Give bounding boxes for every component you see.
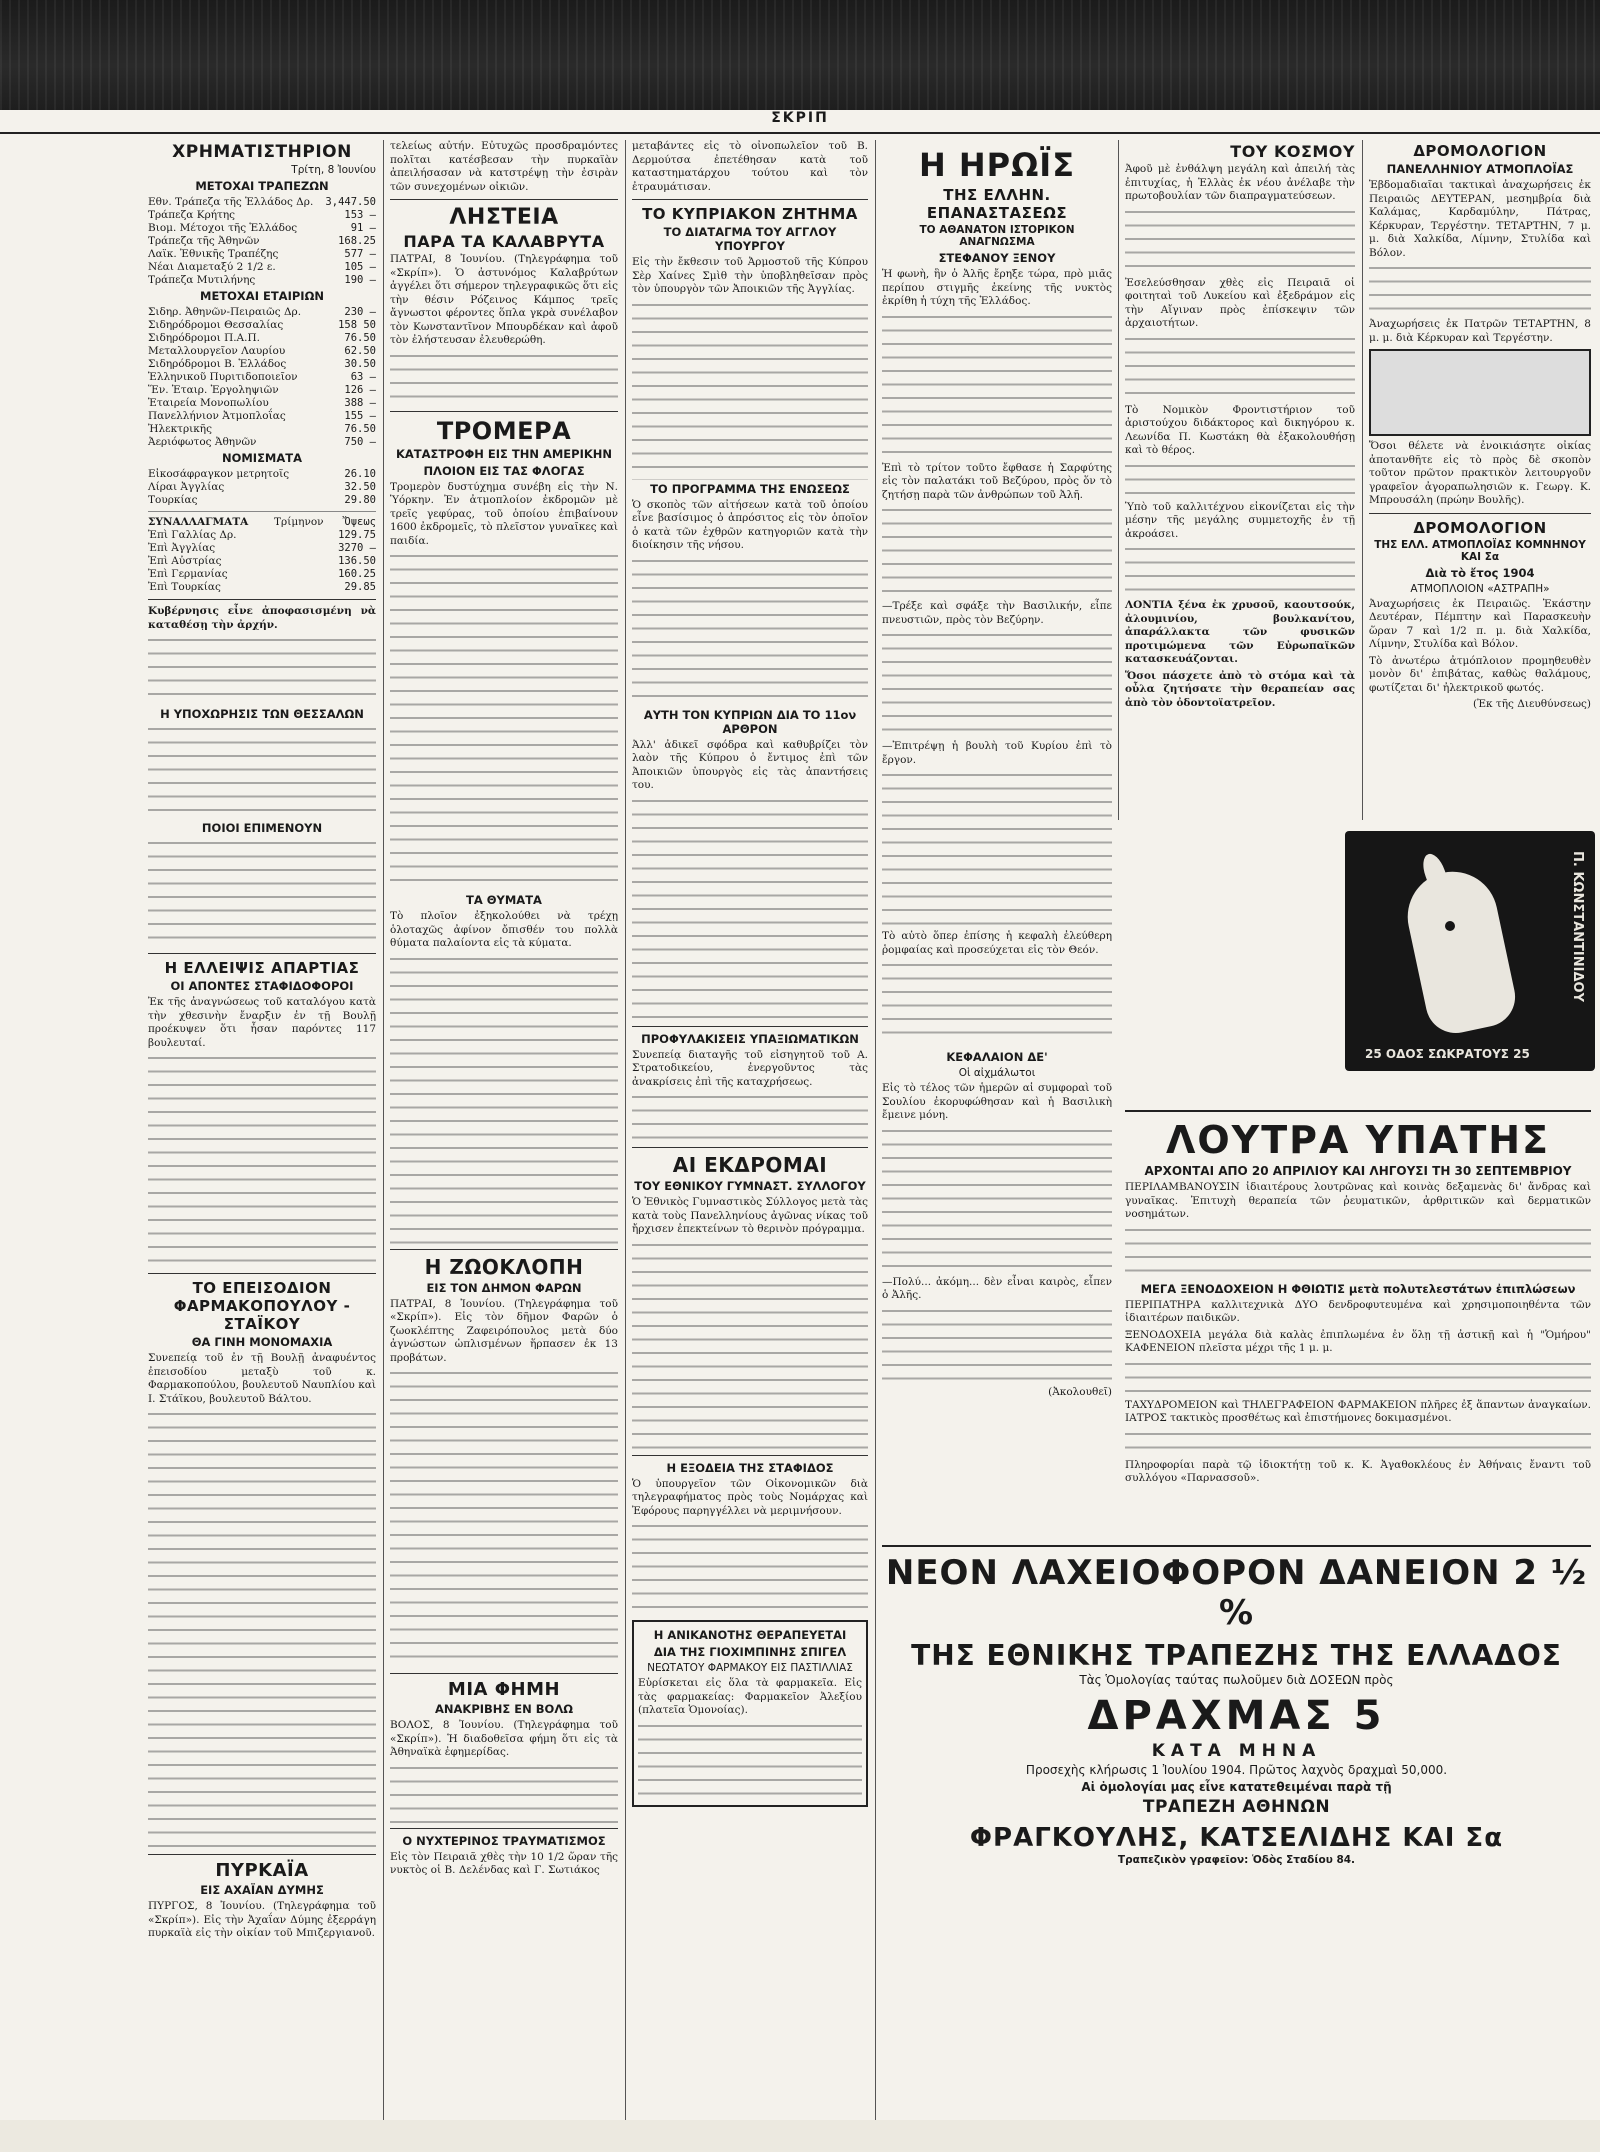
- divider: [1369, 513, 1591, 514]
- exchange-header: [148, 516, 376, 529]
- masthead-title: ΣΚΡΙΠ: [771, 110, 829, 126]
- loan-heading: ΝΕΟΝ ΛΑΧΕΙΟΦΟΡΟΝ ΔΑΝΕΙΟΝ 2 ½ %: [885, 1553, 1588, 1633]
- companies-title: ΜΕΤΟΧΑΙ ΕΤΑΙΡΙΩΝ: [200, 289, 324, 303]
- camp-paragraph: Συνεπείᾳ διαταγῆς τοῦ εἰσηγητοῦ τοῦ Α. Στρατοδικείου, ἐνεργοῦντος τὰς ἀνακρίσεις ἐπὶ τῆς καταχρήσεως.: [632, 1048, 868, 1088]
- programme-heading: ΤΟ ΠΡΟΓΡΑΜΜΑ ΤΗΣ ΕΝΩΣΕΩΣ: [650, 481, 850, 496]
- table-cell-label: Ἐπὶ Ἀγγλίας: [148, 542, 216, 554]
- column-rule: [875, 140, 876, 2120]
- table-cell-value: 29.85: [344, 581, 376, 593]
- table-row: [148, 542, 376, 555]
- hero-paragraph: Τὸ αὐτὸ ὅπερ ἐπίσης ἡ κεφαλὴ ἐλεύθερη ῥομφαίας καὶ προσεύχεται εἰς τὸν Θεόν.: [882, 930, 1112, 956]
- art11-paragraph: Ἀλλ' ἀδικεῖ σφόδρα καὶ καθυβρίζει τὸν λαὸν τῆς Κύπρου ὁ ἔντιμος ἐπὶ τῶν Ἀποικιῶν ὑπουργὸς εἰς τὰς ἀπαντήσεις του.: [632, 738, 868, 791]
- masthead: [0, 110, 1600, 134]
- text-lines: [632, 1521, 868, 1616]
- table-cell-value: 32.50: [344, 481, 376, 493]
- world-paragraph: Ὑπὸ τοῦ καλλιτέχνου εἰκονίζεται εἰς τὴν μέσην τῆς μεγάλης συμμετοχῆς ἐν τῇ ἀκροάσει.: [1125, 500, 1355, 540]
- ad-heading: Η ΑΝΙΚΑΝΟΤΗΣ ΘΕΡΑΠΕΥΕΤΑΙ: [653, 1628, 847, 1642]
- table-cell-value: 160.25: [338, 568, 376, 580]
- table-cell-label: Ἐπὶ Αὐστρίας: [148, 555, 222, 567]
- world-paragraph: ΛΟΝΤΙΑ ξένα ἐκ χρυσοῦ, καουτσούκ, ἀλουμινίου, βουλκανίτου, ἀπαράλλακτα τῶν φυσικῶν προτιμώμενα τῶν Εὐρωπαϊκῶν κατασκευάζονται.: [1125, 599, 1355, 665]
- fire-heading: ΠΥΡΚΑΪΑ: [215, 1860, 309, 1881]
- column-6: [1369, 140, 1591, 815]
- table-cell-label: Τουρκίας: [148, 494, 198, 506]
- fire-subheading: ΕΙΣ ΑΧΑΪΑΝ ΔΥΜΗΣ: [200, 1883, 324, 1897]
- text-lines: [632, 796, 868, 1021]
- text-lines: [148, 1053, 376, 1268]
- table-cell-label: Σιδηρ. Ἀθηνῶν-Πειραιῶς Δρ.: [148, 306, 302, 318]
- text-lines: [1125, 207, 1355, 277]
- scan-bottom-band: [0, 2120, 1600, 2152]
- text-lines: [1125, 461, 1355, 501]
- nyx-heading: Ο ΝΥΧΤΕΡΙΝΟΣ ΤΡΑΥΜΑΤΙΣΜΟΣ: [402, 1833, 606, 1848]
- bourse-date: Τρίτη, 8 Ἰουνίου: [291, 164, 376, 176]
- table-cell-value: 29.80: [344, 494, 376, 506]
- usa-heading: ΤΡΟΜΕΡΑ: [436, 416, 572, 445]
- horse-address: 25 ΟΔΟΣ ΣΩΚΡΑΤΟΥΣ 25: [1365, 1047, 1530, 1061]
- table-cell-value: 750 —: [344, 436, 376, 448]
- currency-table: [148, 468, 376, 507]
- text-lines: [1125, 1225, 1591, 1280]
- world-paragraph: Ὅσοι πάσχετε ἀπὸ τὸ στόμα καὶ τὰ οὖλα ζητήσατε τὴν θεραπείαν σας ἀπὸ τὸν ὀδοντοϊατρεῖον.: [1125, 669, 1355, 709]
- table-cell-value: 76.50: [344, 423, 376, 435]
- table-row: [148, 222, 376, 235]
- world-heading: ΤΟΥ ΚΟΣΜΟΥ: [1230, 142, 1355, 161]
- exchange-table: [148, 529, 376, 594]
- schedule2-subheading: ΤΗΣ ΕΛΛ. ΑΤΜΟΠΛΟΪΑΣ ΚΟΜΝΗΝΟΥ ΚΑΙ Σα: [1374, 538, 1586, 563]
- world-paragraph: Τὸ Νομικὸν Φροντιστήριον τοῦ ἀριστούχου διδάκτορος καὶ δικηγόρου κ. Λεωνίδα Π. Κωστάκη θὰ ἐξακολουθήσῃ καὶ τὸ θέρος.: [1125, 403, 1355, 456]
- divider: [632, 1026, 868, 1027]
- victims-heading: ΤΑ ΘΥΜΑΤΑ: [466, 893, 542, 907]
- text-lines: [632, 1092, 868, 1142]
- table-cell-value: 63 —: [350, 371, 376, 383]
- column-5: [1125, 140, 1355, 815]
- table-cell-value: 129.75: [338, 529, 376, 541]
- usa-subheading: ΚΑΤΑΣΤΡΟΦΗ ΕΙΣ ΤΗΝ ΑΜΕΡΙΚΗΝ: [395, 446, 613, 461]
- trip-subheading: ΤΟΥ ΕΘΝΙΚΟΥ ΓΥΜΝΑΣΤ. ΣΥΛΛΟΓΟΥ: [634, 1179, 866, 1193]
- table-cell-value: 190 —: [344, 274, 376, 286]
- horse-head-icon: [1399, 863, 1520, 1038]
- table-cell-label: Ἠλεκτρικῆς: [148, 423, 212, 435]
- hotel-heading: ΜΕΓΑ ΞΕΝΟΔΟΧΕΙΟΝ Η ΦΘΙΩΤΙΣ μετὰ πολυτελεστάτων ἐπιπλώσεων: [1140, 1281, 1576, 1296]
- loan-bank-2: ΤΡΑΠΕΖΗ ΑΘΗΝΩΝ: [1142, 1797, 1331, 1817]
- schedule2-paragraph: Τὸ ἀνωτέρω ἀτμόπλοιον προμηθευθὲν μονὸν δι' ἐπιβάτας, καθὼς θαλάμους, φωτίζεται δι' ἠλεκτρικοῦ φωτός.: [1369, 654, 1591, 694]
- table-cell-value: 3270 —: [338, 542, 376, 554]
- horse-illustration: [1345, 831, 1595, 1071]
- episode-subheading: ΘΑ ΓΙΝΗ ΜΟΝΟΜΑΧΙΑ: [191, 1335, 333, 1349]
- table-cell-label: Βιομ. Μέτοχοι τῆς Ἑλλάδος: [148, 222, 298, 234]
- text-lines: [882, 505, 1112, 600]
- table-row: [148, 196, 376, 209]
- divider: [148, 1854, 376, 1855]
- baths-paragraph: ΠΕΡΙΛΑΜΒΑΝΟΥΣΙΝ ἰδιαιτέρους λουτρῶνας καὶ κοινὰς δεξαμενὰς δι' ἄνδρας καὶ γυναῖκας. Ἐπιτυχὴ θεραπεία τῶν ῥευματικῶν, ἀρθριτικῶν καὶ δερματικῶν νοσημάτων.: [1125, 1181, 1591, 1220]
- table-cell-label: Ἐπὶ Γαλλίας Δρ.: [148, 529, 237, 541]
- table-cell-value: 577 —: [344, 248, 376, 260]
- table-cell-label: Ἐπὶ Τουρκίας: [148, 581, 221, 593]
- table-row: [148, 423, 376, 436]
- table-cell-value: 168.25: [338, 235, 376, 247]
- usa-paragraph: Τρομερὸν δυστύχημα συνέβη εἰς τὴν Ν. Ὑόρκην. Ἐν ἀτμοπλοίον ἐκδρομῶν μὲ τρεῖς γεφύρας, τοῦ ὁποίου ἐπιβαίνουν 1600 ἐκδρομεῖς, τὸ πλεῖστον γυναῖκες καὶ παιδία.: [390, 480, 618, 547]
- text-lines: [882, 960, 1112, 1040]
- table-cell-label: Εἰκοσάφραγκον μετρητοῖς: [148, 468, 290, 480]
- table-cell-label: Πανελλήνιον Ἀτμοπλοΐας: [148, 410, 286, 422]
- table-cell-value: Ὄψεως: [344, 516, 376, 528]
- trip-heading: ΑΙ ΕΚΔΡΟΜΑΙ: [672, 1153, 828, 1177]
- cyprus-subheading: ΤΟ ΔΙΑΤΑΓΜΑ ΤΟΥ ΑΓΓΛΟΥ ΥΠΟΥΡΓΟΥ: [663, 225, 837, 253]
- episode-heading: ΤΟ ΕΠΕΙΣΟΔΙΟΝ ΦΑΡΜΑΚΟΠΟΥΛΟΥ - ΣΤΑΪΚΟΥ: [173, 1279, 351, 1333]
- table-row: [148, 306, 376, 319]
- table-row: [148, 410, 376, 423]
- quorum-heading: Η ΕΛΛΕΙΨΙΣ ΑΠΑΡΤΙΑΣ: [164, 959, 360, 977]
- table-row: [148, 248, 376, 261]
- table-cell-value: 30.50: [344, 358, 376, 370]
- table-cell-label: Σιδηρόδρομοι Β. Ἑλλάδος: [148, 358, 287, 370]
- table-cell-label: Τράπεζα Κρήτης: [148, 209, 236, 221]
- world-paragraph: Ἀφοῦ μὲ ἐνθάλψη μεγάλη καὶ ἀπειλή τὰς ἐπιτυχίας, ἡ Ἑλλὰς ἐκ νέου ἀνέλαβε τὴν πρωτοβουλίαν τῶν διαπραγματεύσεων.: [1125, 163, 1355, 202]
- rumor-paragraph: ΒΟΛΟΣ, 8 Ἰουνίου. (Τηλεγράφημα τοῦ «Σκρίπ»). Ἡ διαδοθεῖσα φήμη ὅτι εἰς τὰ Ἀθηναϊκὰ ἐφημερίδας.: [390, 1719, 618, 1758]
- divider: [390, 411, 618, 412]
- divider: [632, 1147, 868, 1148]
- raisin-heading: Η ΕΞΟΔΕΙΑ ΤΗΣ ΣΤΑΦΙΔΟΣ: [666, 1460, 834, 1475]
- text-lines: [638, 1721, 862, 1801]
- raisin-paragraph: Ὁ ὑπουργεῖον τῶν Οἰκονομικῶν διὰ τηλεγραφήματος πρὸς τοὺς Νομάρχας καὶ Ἐφόρους παρηγγέλλει νὰ μεριμνήσουν.: [632, 1477, 868, 1517]
- table-row: [148, 481, 376, 494]
- hero-paragraph: —Ἐπιτρέψῃ ἡ βουλὴ τοῦ Κυρίου ἐπὶ τὸ ἔργον.: [882, 740, 1112, 766]
- hero-heading: Η ΗΡΩΪΣ: [918, 146, 1076, 184]
- ad-paragraph: Εὑρίσκεται εἰς ὅλα τὰ φαρμακεῖα. Εἰς τὰς φαρμακείας: Φαρμακεῖον Ἀλεξίου (πλατεῖα Ὁμονοίας).: [638, 1677, 862, 1716]
- table-row: [148, 568, 376, 581]
- text-lines: [148, 724, 376, 819]
- baths-paragraph: ΠΕΡΙΠΑΤΗΡΑ καλλιτεχνικὰ ΔΥΟ δενδροφυτευμένα καὶ χρησιμοποιηθέντα τῶν ἰδιαιτέρων παιδικῶν.: [1125, 1298, 1591, 1324]
- table-cell-value: 230 —: [344, 306, 376, 318]
- horse-caption: Π. ΚΩΝΣΤΑΝΤΙΝΙΔΟΥ: [1570, 851, 1585, 1002]
- schedule-paragraph: Ἑβδομαδιαῖαι τακτικαὶ ἀναχωρήσεις ἐκ Πειραιῶς ΔΕΥΤΕΡΑΝ, μεσημβρία διὰ Καλάμας, Καρδαμύλην, Πάτρας, Κέρκυραν, Τεργέστην. ΤΕΤΑΡΤΗΝ, 7 μ. μ. διὰ Χαλκίδα, Λίμνην, Στυλίδα καὶ Βόλον.: [1369, 179, 1591, 259]
- table-row: [148, 358, 376, 371]
- divider: [148, 511, 376, 512]
- zoo-subheading: ΕΙΣ ΤΟΝ ΔΗΜΟΝ ΦΑΡΩΝ: [426, 1280, 582, 1295]
- text-lines: [390, 351, 618, 406]
- table-row: [148, 319, 376, 332]
- divider: [390, 1673, 618, 1674]
- chapter-heading: ΚΕΦΑΛΑΙΟΝ ΔΕ': [946, 1050, 1048, 1064]
- table-cell-label: Λαϊκ. Ἐθνικῆς Τραπέζης: [148, 248, 279, 260]
- table-cell-value: 26.10: [344, 468, 376, 480]
- text-lines: [390, 551, 618, 891]
- loan-line: Αἱ ὁμολογίαι μας εἶνε κατατεθειμέναι παρὰ τῇ: [1081, 1780, 1392, 1794]
- baths-subheading: ΑΡΧΟΝΤΑΙ ΑΠΟ 20 ΑΠΡΙΛΙΟΥ ΚΑΙ ΛΗΓΟΥΣΙ ΤΗ 30 ΣΕΠΤΕΜΒΡΙΟΥ: [1144, 1164, 1572, 1178]
- programme-paragraph: Ὁ σκοπὸς τῶν αἰτήσεων κατὰ τοῦ ὁποίου εἶνε βασίσιμος ὁ ἀπρόσιτος εἰς τὸν ὁποῖον ὁ κατὰ τῶν ἐχθρῶν κατηγοριῶν κατὰ τὴν διοίκησιν τῆς νήσου.: [632, 498, 868, 551]
- chapter-subheading: Οἱ αἰχμάλωτοι: [958, 1067, 1036, 1079]
- loan-line: Προσεχὴς κλήρωσις 1 Ἰουλίου 1904. Πρῶτος λαχνὸς δραχμαὶ 50,000.: [1025, 1763, 1448, 1777]
- thessaly-heading: Η ΥΠΟΧΩΡΗΣΙΣ ΤΩΝ ΘΕΣΣΑΛΩΝ: [160, 707, 364, 721]
- schedule-heading: ΔΡΟΜΟΛΟΓΙΟΝ: [1413, 142, 1547, 160]
- loan-bank: ΤΗΣ ΕΘΝΙΚΗΣ ΤΡΑΠΕΖΗΣ ΤΗΣ ΕΛΛΑΔΟΣ: [911, 1639, 1562, 1672]
- quorum-subheading: ΟΙ ΑΠΟΝΤΕΣ ΣΤΑΦΙΔΟΦΟΡΟΙ: [170, 979, 354, 993]
- table-cell-value: 153 —: [344, 209, 376, 221]
- baths-ad: [1125, 1110, 1591, 1532]
- baths-paragraph: ΤΑΧΥΔΡΟΜΕΙΟΝ καὶ ΤΗΛΕΓΡΑΦΕΙΟΝ ΦΑΡΜΑΚΕΙΟΝ πλῆρες ἐξ ἅπαντων ἀναγκαίων. ΙΑΤΡΟΣ τακτικὸς προσθέτως καὶ ἐπιστήμονες δοκιμασμένοι.: [1125, 1398, 1591, 1424]
- text-lines: [390, 954, 618, 1244]
- table-cell-value: 62.50: [344, 345, 376, 357]
- table-cell-value: 126 —: [344, 384, 376, 396]
- building-illustration: [1369, 349, 1591, 436]
- column-rule: [1118, 140, 1119, 820]
- horse-eye-icon: [1445, 921, 1455, 931]
- table-row: [148, 209, 376, 222]
- cyprus-heading: ΤΟ ΚΥΠΡΙΑΚΟΝ ΖΗΤΗΜΑ: [642, 205, 858, 223]
- divider: [390, 1828, 618, 1829]
- hero-subheading: ΤΗΣ ΕΛΛΗΝ. ΕΠΑΝΑΣΤΑΣΕΩΣ: [926, 186, 1068, 222]
- pharma-ad: [632, 1620, 868, 1807]
- currency-title: ΝΟΜΙΣΜΑΤΑ: [221, 451, 303, 465]
- text-lines: [632, 556, 868, 706]
- column-2: [390, 140, 618, 2115]
- column-rule: [1362, 140, 1363, 820]
- zoo-heading: Η ΖΩΟΚΛΟΠΗ: [424, 1254, 584, 1279]
- baths-paragraph: ΞΕΝΟΔΟΧΕΙΑ μεγάλα διὰ καλὰς ἐπιπλωμένα ἐν ὅλῃ τῇ ἀστικῇ καὶ ἡ "Ὁμήρου" ΚΑΦΕΝΕΙΟΝ πλεῖστα μέχρι τῆς 1 μ. μ.: [1125, 1328, 1591, 1354]
- table-row: [148, 529, 376, 542]
- table-cell-label: Ἐπὶ Γερμανίας: [148, 568, 228, 580]
- column-1: [148, 140, 376, 2115]
- loan-drachmas: ΔΡΑΧΜΑΣ 5: [1087, 1693, 1386, 1739]
- table-cell-value: 155 —: [344, 410, 376, 422]
- fire-paragraph: ΠΥΡΓΟΣ, 8 Ἰουνίου. (Τηλεγράφημα τοῦ «Σκρίπ»). Εἰς τὴν Ἀχαΐαν Δύμης ἐξερράγη πυρκαϊὰ εἰς τὴν οἰκίαν τοῦ Μπιζεργιανοῦ.: [148, 1900, 376, 1939]
- schedule-paragraph: Ὅσοι θέλετε νὰ ἐνοικιάσητε οἰκίας ἀποτανθῆτε εἰς τὸ πρὸς δὲ σκοπὸν τοῦτον πρῶτον πρακτικὸν λειτουργοῦν γραφεῖον ἀγοραπωλησιῶν κ. Γεωργ. Κ. Μπρουσάλη (πρώην Βουλῆς).: [1369, 440, 1591, 506]
- quorum-paragraph: Ἐκ τῆς ἀναγνώσεως τοῦ καταλόγου κατὰ τὴν χθεσινὴν ἔναρξιν ἐν τῇ Βουλῇ προέκυψεν ὅτι ἦσαν παρόντες 117 βουλευταί.: [148, 996, 376, 1049]
- text-lines: [390, 1763, 618, 1823]
- table-cell-value: 136.50: [338, 555, 376, 567]
- divider: [632, 1455, 868, 1456]
- text-lines: [882, 1306, 1112, 1386]
- divider: [632, 199, 868, 200]
- hero-paragraph: —Τρέξε καὶ σφάξε τὴν Βασιλικήν, εἶπε πνευστιῶν, πρὸς τὸν Βεζύρην.: [882, 600, 1112, 626]
- table-row: [148, 516, 376, 529]
- text-lines: [148, 1409, 376, 1849]
- lead-paragraph: μεταβάντες εἰς τὸ οἰνοπωλεῖον τοῦ Β. Δερμούτσα ἐπετέθησαν κατὰ τοῦ καταστηματάρχου τούτου καὶ τὸν ἐτραυμάτισαν.: [632, 140, 868, 193]
- divider: [148, 1273, 376, 1274]
- table-row: [148, 235, 376, 248]
- table-cell-label: Σιδηρόδρομοι Θεσσαλίας: [148, 319, 284, 331]
- rumor-heading: ΜΙΑ ΦΗΜΗ: [447, 1679, 561, 1700]
- text-lines: [148, 635, 376, 705]
- table-cell-label: Εθν. Τράπεζα τῆς Ἑλλάδος Δρ.: [148, 196, 314, 208]
- table-cell-value: 3,447.50: [325, 196, 376, 208]
- hero-paragraph: Ἡ φωνὴ, ἣν ὁ Ἀλῆς ἔρηξε τώρα, πρὸ μιᾶς περίπου στιγμῆς ἐκείνης τῆς νυκτὸς ἐκρίθη ἡ τύχη τῆς Ἑλλάδος.: [882, 268, 1112, 307]
- table-cell-value: 388 —: [344, 397, 376, 409]
- schedule2-heading: ΔΡΟΜΟΛΟΓΙΟΝ: [1413, 518, 1547, 537]
- banks-table: [148, 196, 376, 287]
- table-row: [148, 397, 376, 410]
- rumor-subheading: ΑΝΑΚΡΙΒΗΣ ΕΝ ΒΟΛΩ: [435, 1702, 573, 1716]
- table-row: [148, 494, 376, 507]
- schedule-paragraph: Ἀναχωρήσεις ἐκ Πατρῶν ΤΕΤΑΡΤΗΝ, 8 μ. μ. διὰ Κέρκυραν καὶ Τεργέστην.: [1369, 318, 1591, 344]
- table-cell-value: 91 —: [350, 222, 376, 234]
- schedule-subheading: ΠΑΝΕΛΛΗΝΙΟΥ ΑΤΜΟΠΛΟΪΑΣ: [1386, 162, 1574, 176]
- robbery-heading: ΛΗΣΤΕΙΑ: [449, 205, 559, 230]
- table-row: [148, 371, 376, 384]
- table-cell-label: Νέαι Διαμεταξύ 2 1/2 ε.: [148, 261, 276, 273]
- table-row: [148, 332, 376, 345]
- ad-subheading-2: ΝΕΩΤΑΤΟΥ ΦΑΡΜΑΚΟΥ ΕΙΣ ΠΑΣΤΙΛΛΙΑΣ: [647, 1662, 853, 1674]
- hero-follow: (Ἀκολουθεῖ): [1048, 1385, 1112, 1398]
- text-lines: [882, 312, 1112, 462]
- text-lines: [1125, 1359, 1591, 1399]
- text-lines: [148, 838, 376, 948]
- table-cell-value: 158 50: [338, 319, 376, 331]
- text-lines: [1125, 334, 1355, 404]
- schedule2-year: Διὰ τὸ ἔτος 1904: [1425, 565, 1535, 580]
- camp-heading: ΠΡΟΦΥΛΑΚΙΣΕΙΣ ΥΠΑΞΙΩΜΑΤΙΚΩΝ: [641, 1031, 859, 1046]
- text-lines: [1125, 544, 1355, 599]
- schedule2-ship: ΑΤΜΟΠΛΟΙΟΝ «ΑΣΤΡΑΠΗ»: [1410, 582, 1550, 595]
- table-row: [148, 261, 376, 274]
- table-cell-value: 76.50: [344, 332, 376, 344]
- table-cell-label: Ἑλληνικοῦ Πυριτιδοποιεῖον: [148, 371, 298, 383]
- table-cell-label: ΣΥΝΑΛΛΑΓΜΑΤΑ: [148, 516, 249, 528]
- table-row: [148, 581, 376, 594]
- thessaly-subheading: ΠΟΙΟΙ ΕΠΙΜΕΝΟΥΝ: [201, 821, 323, 835]
- divider: [148, 953, 376, 954]
- scan-top-band: [0, 0, 1600, 110]
- banks-title: ΜΕΤΟΧΑΙ ΤΡΑΠΕΖΩΝ: [195, 179, 329, 193]
- table-cell-label: Λίραι Ἀγγλίας: [148, 481, 225, 493]
- divider: [390, 199, 618, 200]
- trip-paragraph: Ὁ Ἐθνικὸς Γυμναστικὸς Σύλλογος μετὰ τὰς κατὰ τοὺς Πανελληνίους ἀγῶνας νίκας τοῦ ἤρχισεν ἐπεκτείνων τὸ θερινὸν πρόγραμμα.: [632, 1196, 868, 1235]
- hero-subheading-2: ΤΟ ΑΘΑΝΑΤΟΝ ΙΣΤΟΡΙΚΟΝ ΑΝΑΓΝΩΣΜΑ: [919, 224, 1075, 248]
- table-row: [148, 436, 376, 449]
- bourse-title: ΧΡΗΜΑΤΙΣΤΗΡΙΟΝ: [172, 142, 352, 162]
- column-4: [882, 140, 1112, 1398]
- nyx-paragraph: Εἰς τὸν Πειραιᾶ χθὲς τὴν 10 1/2 ὥραν τῆς νυκτὸς οἱ Β. Δελένδας καὶ Γ. Σωτιάκος: [390, 1850, 618, 1876]
- table-row: [148, 468, 376, 481]
- victims-paragraph: Τὸ πλοῖον ἐξηκολούθει νὰ τρέχῃ ὁλοταχῶς ἀφίνον ὄπισθέν του πολλὰ θύματα παλαίοντα εἰς τὰ κύματα.: [390, 910, 618, 949]
- table-cell-label: Ἑταιρεία Μονοπωλίου: [148, 397, 269, 409]
- table-cell-value: 105 —: [344, 261, 376, 273]
- hero-paragraph: —Πολύ... ἀκόμη... δὲν εἶναι καιρὸς, εἶπεν ὁ Ἀλῆς.: [882, 1275, 1112, 1301]
- robbery-paragraph: ΠΑΤΡΑΙ, 8 Ἰουνίου. (Τηλεγράφημα τοῦ «Σκρίπ»). Ὁ ἀστυνόμος Καλαβρύτων ἀγγέλει ὅτι σήμερον τηλεγραφικῶς ὅτι εἰς τὴν θέσιν Ρόζεινος Κάμπος τρεῖς ἄγνωστοι φέροντες ὅπλα γκρὰ συνέλαβον τὸν Κωνσταντῖνον Μπουρδέκαν καὶ ἀφοῦ τὸν ἐλήστευσαν ἐλευθερώθη.: [390, 253, 618, 346]
- column-rule: [383, 140, 384, 2120]
- episode-paragraph: Συνεπείᾳ τοῦ ἐν τῇ Βουλῇ ἀναφυέντος ἐπεισοδίου μεταξὺ τοῦ κ. Φαρμακοπούλου, βουλευτοῦ Ναυπλίου καὶ Ι. Στάϊκου, βουλευτοῦ Βάλτου.: [148, 1352, 376, 1405]
- zoo-paragraph: ΠΑΤΡΑΙ, 8 Ἰουνίου. (Τηλεγράφημα τοῦ «Σκρίπ»). Εἰς τὸν δῆμον Φαρῶν ὁ ζωοκλέπτης Ζαφειρόπουλος μετὰ δύο ἀγνώστων ὡπλισμένων ἥρπασεν ἐκ 13 προβάτων.: [390, 1297, 618, 1364]
- table-cell-label: Τράπεζα τῆς Ἀθηνῶν: [148, 235, 260, 247]
- table-cell-label: Τρίμηνον: [274, 516, 324, 528]
- table-cell-label: Ἕν. Ἑταιρ. Ἐργοληψιῶν: [148, 384, 279, 396]
- hero-paragraph: Ἐπὶ τὸ τρίτον τοῦτο ἔφθασε ἡ Σαρφύτης εἰς τὸν παλατάκι τοῦ Βεζύρου, πρὸς ὅν τὸ ζητήσῃ παρὰ τῶν ἀνθρώπων τοῦ Ἀλῆ.: [882, 461, 1112, 501]
- usa-subheading-2: ΠΛΟΙΟΝ ΕΙΣ ΤΑΣ ΦΛΟΓΑΣ: [423, 463, 585, 478]
- text-lines: [390, 1368, 618, 1668]
- table-cell-label: Σιδηρόδρομοι Π.Α.Π.: [148, 332, 260, 344]
- divider: [390, 1249, 618, 1250]
- lead-paragraph: τελείως αὐτήν. Εὐτυχῶς προσδραμόντες πολῖται κατέσβεσαν τὴν πυρκαϊὰν ἀπειλήσασαν νὰ κατστρέψῃ τὴν ἐσιρὰν τῶν συνεχομένων οἰκιῶν.: [390, 140, 618, 193]
- art11-heading: ΑΥΤΗ ΤΟΝ ΚΥΠΡΙΩΝ ΔΙΑ ΤΟ 11ον ΑΡΘΡΟΝ: [643, 707, 857, 736]
- robbery-subheading: ΠΑΡΑ ΤΑ ΚΑΛΑΒΡΥΤΑ: [403, 232, 605, 251]
- schedule2-note: (Ἐκ τῆς Διευθύνσεως): [1472, 698, 1591, 710]
- hero-author: ΣΤΕΦΑΝΟΥ ΞΕΝΟΥ: [938, 251, 1056, 265]
- baths-paragraph: Πληροφορίαι παρὰ τῷ ἰδιοκτήτῃ τοῦ κ. Κ. Ἀγαθοκλέους ἐν Ἀθήναις ἔναντι τοῦ συλλόγου «Παρνασσοῦ».: [1125, 1458, 1591, 1484]
- text-lines: [882, 630, 1112, 740]
- table-cell-label: Ἀεριόφωτος Ἀθηνῶν: [148, 436, 257, 448]
- column-3: [632, 140, 868, 2115]
- schedule2-paragraph: Ἀναχωρήσεις ἐκ Πειραιῶς. Ἑκάστην Δευτέραν, Πέμπτην καὶ Παρασκευὴν ὥραν 7 καὶ 1/2 π. μ. διὰ Χαλκίδα, Λίμνην, Στυλίδα καὶ Βόλον.: [1369, 597, 1591, 650]
- text-lines: [1125, 1429, 1591, 1459]
- text-lines: [882, 770, 1112, 930]
- baths-heading: ΛΟΥΤΡΑ ΥΠΑΤΗΣ: [1165, 1118, 1551, 1162]
- ad-subheading: ΔΙΑ ΤΗΣ ΓΙΟΧΙΜΠΙΝΗΣ ΣΠΙΓΕΛ: [653, 1645, 847, 1659]
- table-row: [148, 274, 376, 287]
- table-cell-label: Μεταλλουργεῖον Λαυρίου: [148, 345, 286, 357]
- divider: [148, 599, 376, 600]
- loan-ad: [882, 1545, 1591, 1887]
- gov-paragraph: Κυβέρνησις εἶνε ἀποφασισμένη νὰ καταθέσῃ τὴν ἀρχήν.: [148, 605, 376, 631]
- text-lines: [632, 300, 868, 480]
- loan-firm: ΦΡΑΓΚΟΥΛΗΣ, ΚΑΤΣΕΛΙΔΗΣ ΚΑΙ Σα: [969, 1823, 1504, 1853]
- table-row: [148, 555, 376, 568]
- loan-line: Τὰς Ὁμολογίας ταύτας πωλοῦμεν διὰ ΔΟΣΕΩΝ πρὸς: [1079, 1673, 1394, 1687]
- world-paragraph: Ἐσελεύσθησαν χθὲς εἰς Πειραιᾶ οἱ φοιτηταὶ τοῦ Λυκείου καὶ ἐξεδράμον εἰς τὴν Αἴγιναν πρὸς ἐπίσκεψιν τῶν ἀρχαιοτήτων.: [1125, 276, 1355, 329]
- horse-illustration-wrap: [1345, 825, 1595, 1077]
- hero-paragraph: Εἰς τὸ τέλος τῶν ἡμερῶν αἱ συμφοραὶ τοῦ Σουλίου ἐκορυφώθησαν καὶ ἡ Βασιλικὴ ἔμεινε μόνη.: [882, 1082, 1112, 1121]
- text-lines: [1369, 263, 1591, 318]
- text-lines: [882, 1126, 1112, 1276]
- cyprus-paragraph: Εἰς τὴν ἔκθεσιν τοῦ Ἀρμοστοῦ τῆς Κύπρου Σὲρ Χαίνες Σμὶθ τὴν ὑποβληθεῖσαν πρὸς τὸν ὑπουργὸν τῶν Ἀποικιῶν τῆς Ἀγγλίας.: [632, 256, 868, 295]
- loan-month: ΚΑΤΑ ΜΗΝΑ: [1151, 1741, 1322, 1761]
- column-rule: [625, 140, 626, 2120]
- table-row: [148, 345, 376, 358]
- companies-table: [148, 306, 376, 449]
- table-row: [148, 384, 376, 397]
- table-cell-label: Τράπεζα Μυτιλήνης: [148, 274, 256, 286]
- loan-address: Τραπεζικὸν γραφεῖον: Ὁδὸς Σταδίου 84.: [1117, 1854, 1356, 1866]
- text-lines: [632, 1240, 868, 1450]
